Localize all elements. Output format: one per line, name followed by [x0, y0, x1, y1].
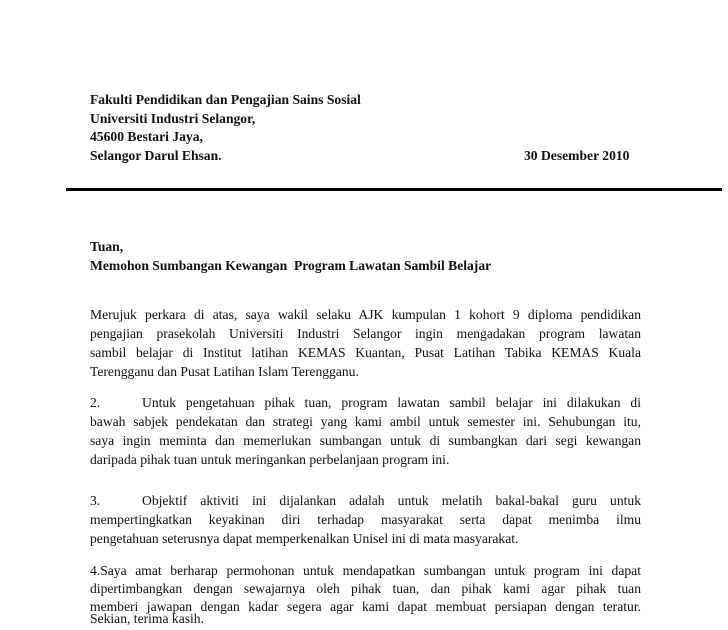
- paragraph-line: daripada pihak tuan untuk meringankan perbelanjaan program ini.: [90, 452, 450, 467]
- paragraph-line: 4.Saya amat berharap permohonan untuk mendapatkan sumbangan untuk program ini dapat: [90, 563, 641, 578]
- salutation: Tuan,: [90, 239, 124, 254]
- paragraph-number: 3.: [90, 493, 101, 508]
- address-line: 45600 Bestari Jaya,: [90, 129, 203, 144]
- paragraph-line: pengetahuan seterusnya dapat memperkenalkan Unisel ini di mata masyarakat.: [90, 531, 519, 546]
- subject: Memohon Sumbangan Kewangan Program Lawatan Sambil Belajar: [90, 258, 492, 273]
- letter-date: 30 Desember 2010: [524, 148, 630, 163]
- address-line: Selangor Darul Ehsan.: [90, 148, 222, 163]
- paragraph-line: sambil belajar di Institut latihan KEMAS Kuantan, Pusat Latihan Tabika KEMAS Kuala: [90, 345, 641, 360]
- paragraph-line: pengajian prasekolah Universiti Industri Selangor ingin mengadakan program lawatan: [90, 326, 641, 341]
- paragraph-line: saya ingin meminta dan memerlukan sumbangan untuk di sumbangkan dari segi kewangan: [90, 433, 641, 448]
- paragraph-line: Untuk pengetahuan pihak tuan, program lawatan sambil belajar ini dilakukan di: [142, 395, 641, 410]
- paragraph-line: Objektif aktiviti ini dijalankan adalah untuk melatih bakal-bakal guru untuk: [142, 493, 641, 508]
- paragraph-number: 2.: [90, 395, 101, 410]
- paragraph-line: bawah sabjek pendekatan dan strategi yang kami ambil untuk semester ini. Sehubungan itu,: [90, 414, 641, 429]
- paragraph-line: Merujuk perkara di atas, saya wakil selaku AJK kumpulan 1 kohort 9 diploma pendidikan: [90, 307, 641, 322]
- header-divider: [66, 188, 722, 191]
- paragraph-line: memberi jawapan dengan kadar segera agar kami dapat membuat persiapan dengan teratur.: [90, 599, 641, 614]
- closing-line: Sekian, terima kasih.: [90, 611, 205, 626]
- paragraph-line: Terengganu dan Pusat Latihan Islam Terengganu.: [90, 364, 359, 379]
- paragraph-line: dipertimbangkan dengan sewajarnya oleh pihak tuan, dan pihak kami agar pihak tuan: [90, 581, 641, 596]
- paragraph-line: mempertingkatkan keyakinan diri terhadap masyarakat serta dapat menimba ilmu: [90, 512, 641, 527]
- address-line: Fakulti Pendidikan dan Pengajian Sains Sosial: [90, 92, 361, 107]
- address-line: Universiti Industri Selangor,: [90, 111, 256, 126]
